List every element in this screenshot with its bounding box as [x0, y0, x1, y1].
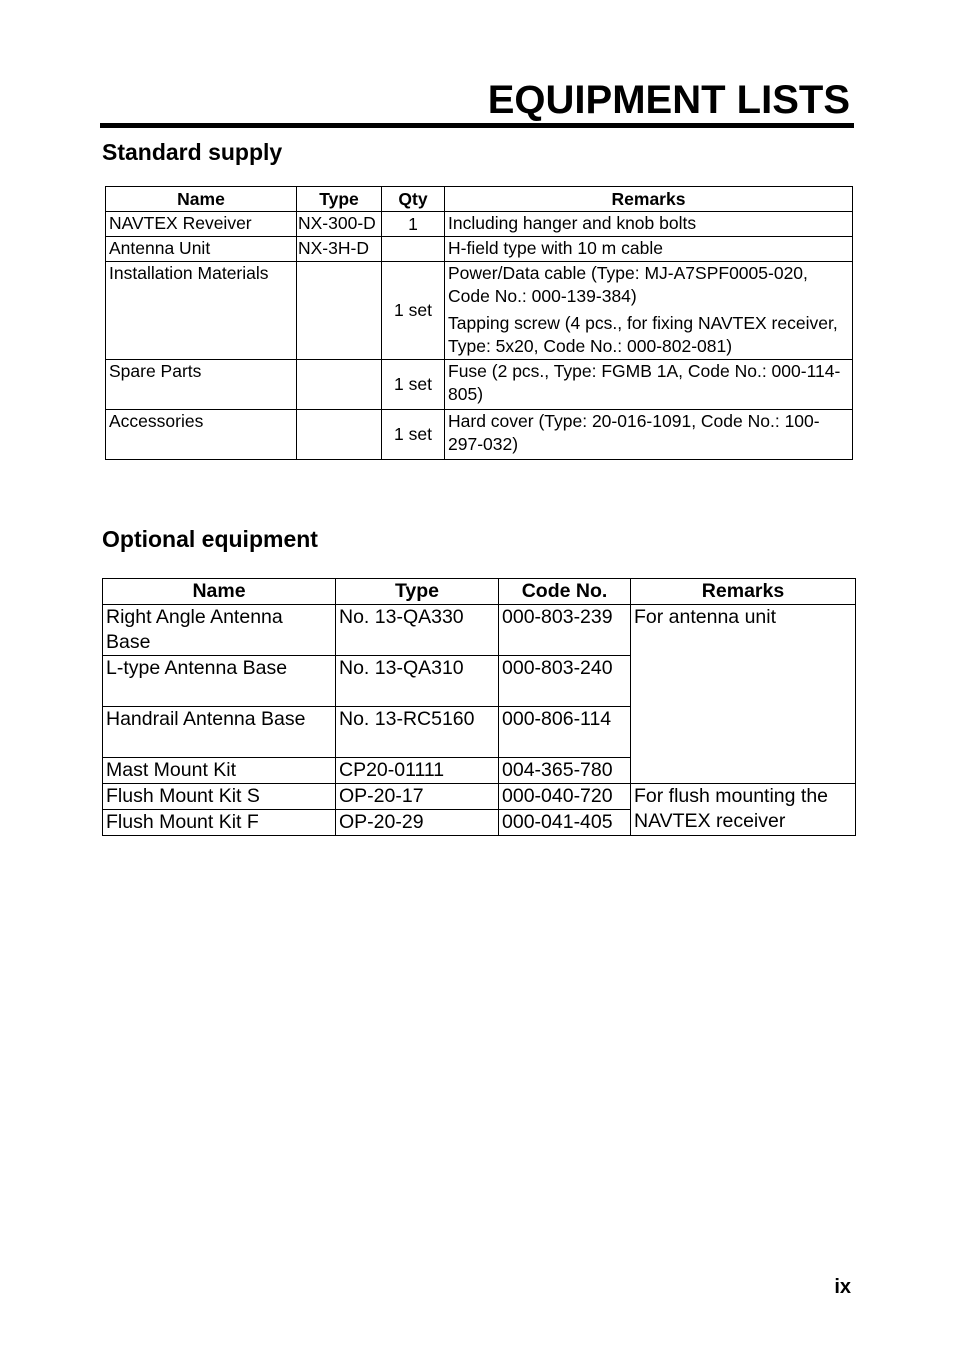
- item-qty: 1 set: [382, 410, 445, 460]
- remark-text: H-field type with 10 m cable: [448, 238, 663, 258]
- page-title: EQUIPMENT LISTS: [487, 78, 850, 122]
- item-code: 000-803-239: [499, 605, 631, 656]
- column-header-remarks: Remarks: [631, 579, 856, 605]
- item-remarks: For antenna unit: [631, 605, 856, 784]
- item-remarks: [445, 237, 853, 262]
- table-header-row: [103, 579, 856, 605]
- item-type: OP-20-29: [336, 810, 499, 836]
- column-header-name: Name: [106, 187, 297, 212]
- remark-text: Power/Data cable (Type: MJ-A7SPF0005-020, Code No.: 000-139-384): [448, 263, 808, 306]
- optional-equipment-table: [102, 578, 856, 836]
- optional-equipment-heading: Optional equipment: [102, 526, 318, 552]
- table-header-row: [106, 187, 853, 212]
- table-row: [106, 262, 853, 360]
- remark-text: Including hanger and knob bolts: [448, 213, 697, 233]
- item-code: 000-040-720: [499, 784, 631, 810]
- table-row: [103, 784, 856, 810]
- item-qty: 1 set: [382, 262, 445, 360]
- item-remarks: [445, 212, 853, 237]
- item-name: Antenna Unit: [106, 237, 297, 262]
- item-type: No. 13-RC5160: [336, 707, 499, 758]
- table-row: [106, 410, 853, 460]
- item-name: NAVTEX Reveiver: [106, 212, 297, 237]
- item-name: Mast Mount Kit: [103, 758, 336, 784]
- item-qty: 1: [382, 212, 445, 237]
- item-code: 000-803-240: [499, 656, 631, 707]
- remark-text: Fuse (2 pcs., Type: FGMB 1A, Code No.: 000-114-805): [448, 361, 841, 404]
- item-type: CP20-01111: [336, 758, 499, 784]
- table-row: [106, 360, 853, 410]
- standard-supply-heading: Standard supply: [102, 139, 283, 165]
- item-qty: [382, 237, 445, 262]
- item-name: Right Angle Antenna Base: [103, 605, 336, 656]
- item-name: L-type Antenna Base: [103, 656, 336, 707]
- column-header-type: Type: [297, 187, 382, 212]
- item-type: OP-20-17: [336, 784, 499, 810]
- item-code: 000-041-405: [499, 810, 631, 836]
- item-remarks: For flush mounting the NAVTEX receiver: [631, 784, 856, 836]
- remark-text: Tapping screw (4 pcs., for fixing NAVTEX receiver, Type: 5x20, Code No.: 000-802-081): [448, 313, 838, 356]
- column-header-code: Code No.: [499, 579, 631, 605]
- item-remarks: [445, 410, 853, 460]
- item-type: [297, 410, 382, 460]
- item-type: NX-300-D: [297, 212, 382, 237]
- item-remarks: [445, 360, 853, 410]
- item-qty: 1 set: [382, 360, 445, 410]
- item-name: Flush Mount Kit S: [103, 784, 336, 810]
- remark-text: Hard cover (Type: 20-016-1091, Code No.: 100-297-032): [448, 411, 820, 454]
- page-number: ix: [834, 1276, 851, 1298]
- item-type: No. 13-QA310: [336, 656, 499, 707]
- item-name: Accessories: [106, 410, 297, 460]
- table-row: [106, 212, 853, 237]
- table-row: [103, 605, 856, 656]
- item-type: NX-3H-D: [297, 237, 382, 262]
- item-type: No. 13-QA330: [336, 605, 499, 656]
- item-name: Flush Mount Kit F: [103, 810, 336, 836]
- item-name: Installation Materials: [106, 262, 297, 360]
- item-code: 004-365-780: [499, 758, 631, 784]
- item-type: [297, 360, 382, 410]
- table-row: [106, 237, 853, 262]
- title-rule: [100, 123, 854, 128]
- item-code: 000-806-114: [499, 707, 631, 758]
- item-remarks: [445, 262, 853, 360]
- column-header-remarks: Remarks: [445, 187, 853, 212]
- column-header-name: Name: [103, 579, 336, 605]
- standard-supply-table: [105, 186, 853, 460]
- item-name: Handrail Antenna Base: [103, 707, 336, 758]
- item-type: [297, 262, 382, 360]
- item-name: Spare Parts: [106, 360, 297, 410]
- column-header-type: Type: [336, 579, 499, 605]
- column-header-qty: Qty: [382, 187, 445, 212]
